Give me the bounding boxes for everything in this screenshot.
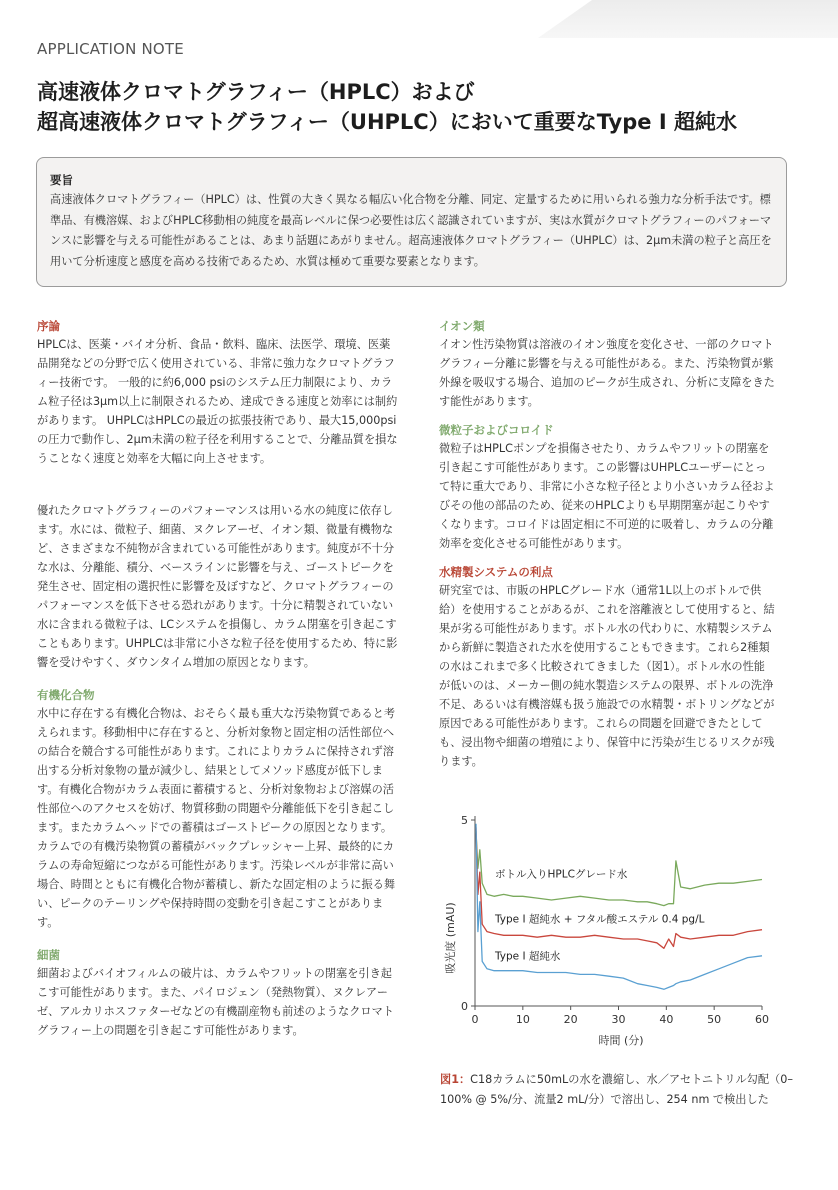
organic-body: 水中に存在する有機化合物は、おそらく最も重大な汚染物質であると考えられます。移動相中に存在すると、分析対象物と固定相の活性部位への結合を競合する可能性があります。これによりカラムに保持されず溶出する分析対象物の量が減少し、結果としてメソッド感度が低下します。有機化合物がカラム表面に蓄積すると、分析対象物および溶媒の活性部位へのアクセスを妨げ、物質移動の問題や分離能低下を引き起こします。またカラムヘッドでの蓄積はゴーストピークの原因となります。カラムでの有機汚染物質の蓄積がバックプレッシャー上昇、最終的にカラムの寿命短縮につながる可能性があります。汚染レベルが非常に高い場合、時間とともに有機化合物が蓄積し、新たな固定相のように振る舞い、ピークのテーリングや保持時間の変動を引き起こすことがあります。	[37, 707, 396, 929]
series-line-2	[476, 827, 762, 948]
intro-paragraph-1: HPLCは、医薬・バイオ分析、食品・飲料、臨床、法医学、環境、医薬品開発などの分野で広く使用されている、非常に強力なクロマトグラフィー技術です。 一般的に約6,000 psiのシステム圧力制限により、カラム粒子径は3μm以上に制限されるため、達成できる速度と効率には制約があります。 UHPLCはHPLCの最近の拡張技術であり、最大15,000psiの圧力で動作し、2μm未満の粒子径を利用することで、分離品質を損なうことなく速度と効率を大幅に向上させます。	[37, 338, 398, 465]
x-tick-label: 20	[563, 1013, 578, 1026]
x-tick-label: 10	[515, 1013, 530, 1026]
y-axis-label: 吸光度 (mAU)	[444, 902, 457, 974]
ions-body: イオン性汚染物質は溶液のイオン強度を変化させ、一部のクロマトグラフィー分離に影響を与える可能性がある。また、汚染物質が紫外線を吸収する場合、追加のピークが生成され、分析に支障をきたす能性があります。	[439, 338, 775, 408]
intro-paragraph-2: 優れたクロマトグラフィーのパフォーマンスは用いる水の純度に依存します。水には、微粒子、細菌、ヌクレアーゼ、イオン類、微量有機物など、さまざまな不純物が含まれている可能性があります。純度が不十分な水は、分離能、積分、ベースラインに影響を与え、ゴーストピークを発生させ、固定相の選択性に影響を及ぼすなど、クロマトグラフィーのパフォーマンスを低下させる恐れがあります。十分に精製されていない水に含まれる微粒子は、LCシステムを損傷し、カラム閉塞を引き起こすこともあります。UHPLCは非常に小さな粒子径を使用するため、特に影響を受けやすく、ダウンタイム増加の原因となります。	[37, 504, 398, 669]
bacteria-body: 細菌およびバイオフィルムの破片は、カラムやフリットの閉塞を引き起こす可能性があります。また、パイロジェン（発熱物質）、ヌクレアーゼ、アルカリホスファターゼなどの有機副産物も前述のようなクロマトグラフィー上の問題を引き起こす可能性があります。	[37, 967, 394, 1037]
intro-heading: 序論	[37, 319, 60, 333]
x-tick-label: 30	[611, 1013, 626, 1026]
x-tick-label: 60	[755, 1013, 769, 1026]
right-column	[439, 317, 775, 771]
chromatogram-chart	[440, 808, 780, 1058]
title-line-2: 超高速液体クロマトグラフィー（UHPLC）において重要なType I 超純水	[37, 110, 737, 134]
page-title	[37, 77, 817, 137]
particles-heading: 微粒子およびコロイド	[439, 423, 554, 437]
bacteria-heading: 細菌	[37, 948, 60, 962]
title-line-1: 高速液体クロマトグラフィー（HPLC）および	[37, 80, 475, 104]
y-tick-label: 0	[461, 1000, 468, 1013]
x-tick-label: 40	[659, 1013, 674, 1026]
benefits-heading: 水精製システムの利点	[439, 565, 553, 579]
series-label-1: ボトル入りHPLCグレード水	[495, 868, 628, 881]
summary-box	[36, 157, 787, 287]
series-label-3: Type I 超純水	[495, 950, 561, 963]
application-note-label: APPLICATION NOTE	[37, 40, 184, 58]
benefits-body: 研究室では、市販のHPLCグレード水（通常1L以上のボトルで供給）を使用することがあるが、これを溶離液として使用すると、結果が劣る可能性があります。ボトル水の代わりに、水精製システムから新鮮に製造された水を使用することもできます。これら2種類の水はこれまで多く比較されてきました（図1）。ボトル水の性能が低いのは、メーカー側の純水製造システムの限界、ボトルの洗浄不足、あるいは有機溶媒も扱う施設での水精製・ボトリングなどが原因である可能性があります。これらの問題を回避できたとしても、浸出物や細菌の増殖により、保管中に汚染が生じるリスクが残ります。	[439, 584, 775, 768]
figure-caption	[440, 1070, 800, 1110]
organic-heading: 有機化合物	[37, 688, 95, 702]
summary-heading: 要旨	[50, 173, 73, 187]
left-column	[37, 317, 398, 1040]
y-tick-label: 5	[461, 814, 468, 827]
series-label-2: Type I 超純水 + フタル酸エステル 0.4 pg/L	[495, 913, 705, 926]
series-line-3	[476, 824, 762, 990]
x-axis-label: 時間 (分)	[598, 1034, 644, 1047]
summary-body: 高速液体クロマトグラフィー（HPLC）は、性質の大きく異なる幅広い化合物を分離、同定、定量するために用いられる強力な分析手法です。標準品、有機溶媒、およびHPLC移動相の純度を最高レベルに保つ必要性は広く認識されていますが、実は水質がクロマトグラフィーのパフォーマンスに影響を与える可能性があることは、あまり話題にあがりません。超高速液体クロマトグラフィー（UHPLC）は、2μm未満の粒子と高圧を用いて分析速度と感度を高める技術であるため、水質は極めて重要な要素となります。	[50, 193, 772, 268]
particles-body: 微粒子はHPLCポンプを損傷させたり、カラムやフリットの閉塞を引き起こす可能性があります。この影響はUHPLCユーザーにとって特に重大であり、非常に小さな粒子径とより小さいカラム径およびその他の部品のため、従来のHPLCよりも早期閉塞が起こりやすくなります。コロイドは固定相に不可逆的に吸着し、カラムの分離効率を変化させる可能性があります。	[439, 442, 775, 550]
x-tick-label: 50	[707, 1013, 722, 1026]
figure-caption-text: C18カラムに50mLの水を濃縮し、水／アセトニトリル勾配（0–100% @ 5%/分、流量2 mL/分）で溶出し、254 nm で検出した	[440, 1073, 793, 1106]
figure-label: 図1：	[440, 1073, 471, 1086]
x-tick-label: 0	[471, 1013, 479, 1026]
corner-decoration	[538, 0, 838, 38]
ions-heading: イオン類	[439, 319, 485, 333]
